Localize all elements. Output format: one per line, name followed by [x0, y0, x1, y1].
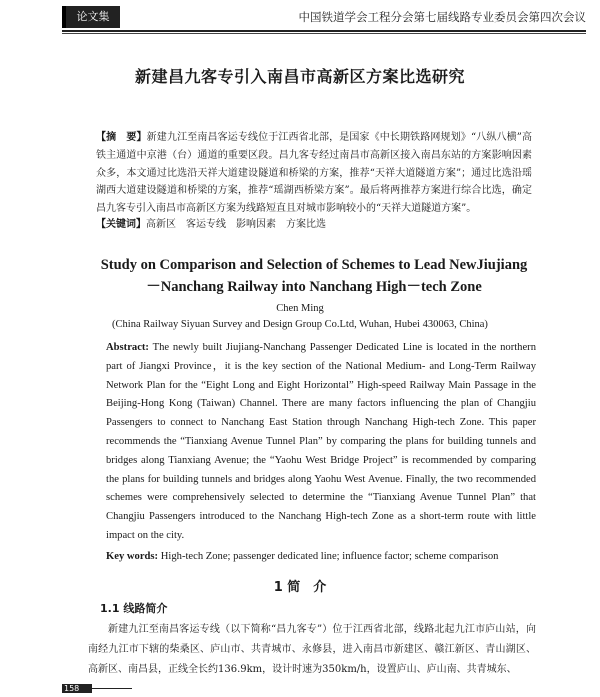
section-heading: 1 简 介 — [273, 580, 327, 595]
english-abstract — [106, 339, 536, 546]
body-paragraph: 新建九江至南昌客运专线（以下简称“昌九客专”）位于江西省北部，线路北起九江市庐山站，向南经九江市下辖的柴桑区、庐山市、共青城市、永修县，进入南昌市新建区、赣江新区、青山湖区、高新区、南昌县，正线全长约136.9km，设计时速为350km/h，设置庐山、庐山南、共青城东、 — [88, 624, 536, 675]
chinese-keywords-text: 高新区 客运专线 影响因素 方案比选 — [146, 219, 326, 230]
header-tag: 论文集 — [62, 6, 120, 28]
english-keywords-text: High-tech Zone; passenger dedicated line; influence factor; scheme comparison — [160, 551, 499, 562]
english-abstract-label: Abstract: — [106, 342, 149, 353]
header-rule — [62, 30, 586, 32]
english-keywords — [106, 549, 536, 565]
page-number: 158 — [64, 684, 80, 693]
chinese-title: 新建昌九客专引入南昌市高新区方案比选研究 — [134, 67, 465, 86]
header-rule-thin — [62, 33, 586, 34]
chinese-abstract-label: 【摘 要】 — [96, 132, 147, 143]
chinese-keywords-label: 【关键词】 — [96, 219, 146, 230]
subsection-heading: 1.1 线路简介 — [100, 602, 168, 615]
english-keywords-label: Key words: — [106, 551, 159, 562]
english-affiliation: (China Railway Siyuan Survey and Design Group Co.Ltd, Wuhan, Hubei 430063, China) — [112, 319, 488, 330]
english-abstract-text: The newly built Jiujiang-Nanchang Passenger Dedicated Line is located in the northern part of Jiangxi Province，it is the key section of the National Medium- and Long-Term Railway Network Plan for the “Eight Long and Eight Horizontal” High-speed Railway Main Passage in the Beijing-Hong Kong (Taiwan) Channel. There are many factors influencing the plan of Changjiu Passengers to connect to Nanchang East Station through Nanchang High-tech Zone. This paper recommends the “Tianxiang Avenue Tunnel Plan” by comparing the plans for building tunnels and bridges along Tianxiang Avenue; the “Yaohu West Bridge Project” is recommended by comparing the plans for building tunnels and bridges along Yaohu West Avenue. Finally, the two recommended schemes were comprehensively selected to determine the “Tianxiang Avenue Tunnel Plan” that Changjiu Passengers introduced to the Nanchang High-tech Zone as a short-term route with little impact on the city. — [106, 342, 536, 541]
chinese-abstract-text: 新建九江至南昌客运专线位于江西省北部，是国家《中长期铁路网规划》“八纵八横”高铁主通道中京港（台）通道的重要区段。昌九客专经过南昌市高新区接入南昌东站的方案影响因素众多，本文通过比选沿天祥大道建设隧道和桥梁的方案，推荐“天祥大道隧道方案”；通过比选沿瑶湖西大道建设隧道和桥梁的方案，推荐“瑶湖西桥梁方案”。最后将两推荐方案进行综合比选，确定昌九客专引入南昌市高新区方案为线路短直且对城市影响较小的“天祥大道隧道方案”。 — [96, 132, 532, 215]
english-title: Study on Comparison and Selection of Schemes to Lead NewJiujiang－Nanchang Railway into Nanchang High－tech Zone — [100, 257, 528, 295]
running-title: 中国铁道学会工程分会第七届线路专业委员会第四次会议 — [298, 10, 586, 24]
english-author: Chen Ming — [276, 303, 324, 314]
footer-rule — [92, 688, 132, 689]
chinese-abstract — [96, 129, 532, 218]
chinese-keywords — [96, 217, 532, 233]
